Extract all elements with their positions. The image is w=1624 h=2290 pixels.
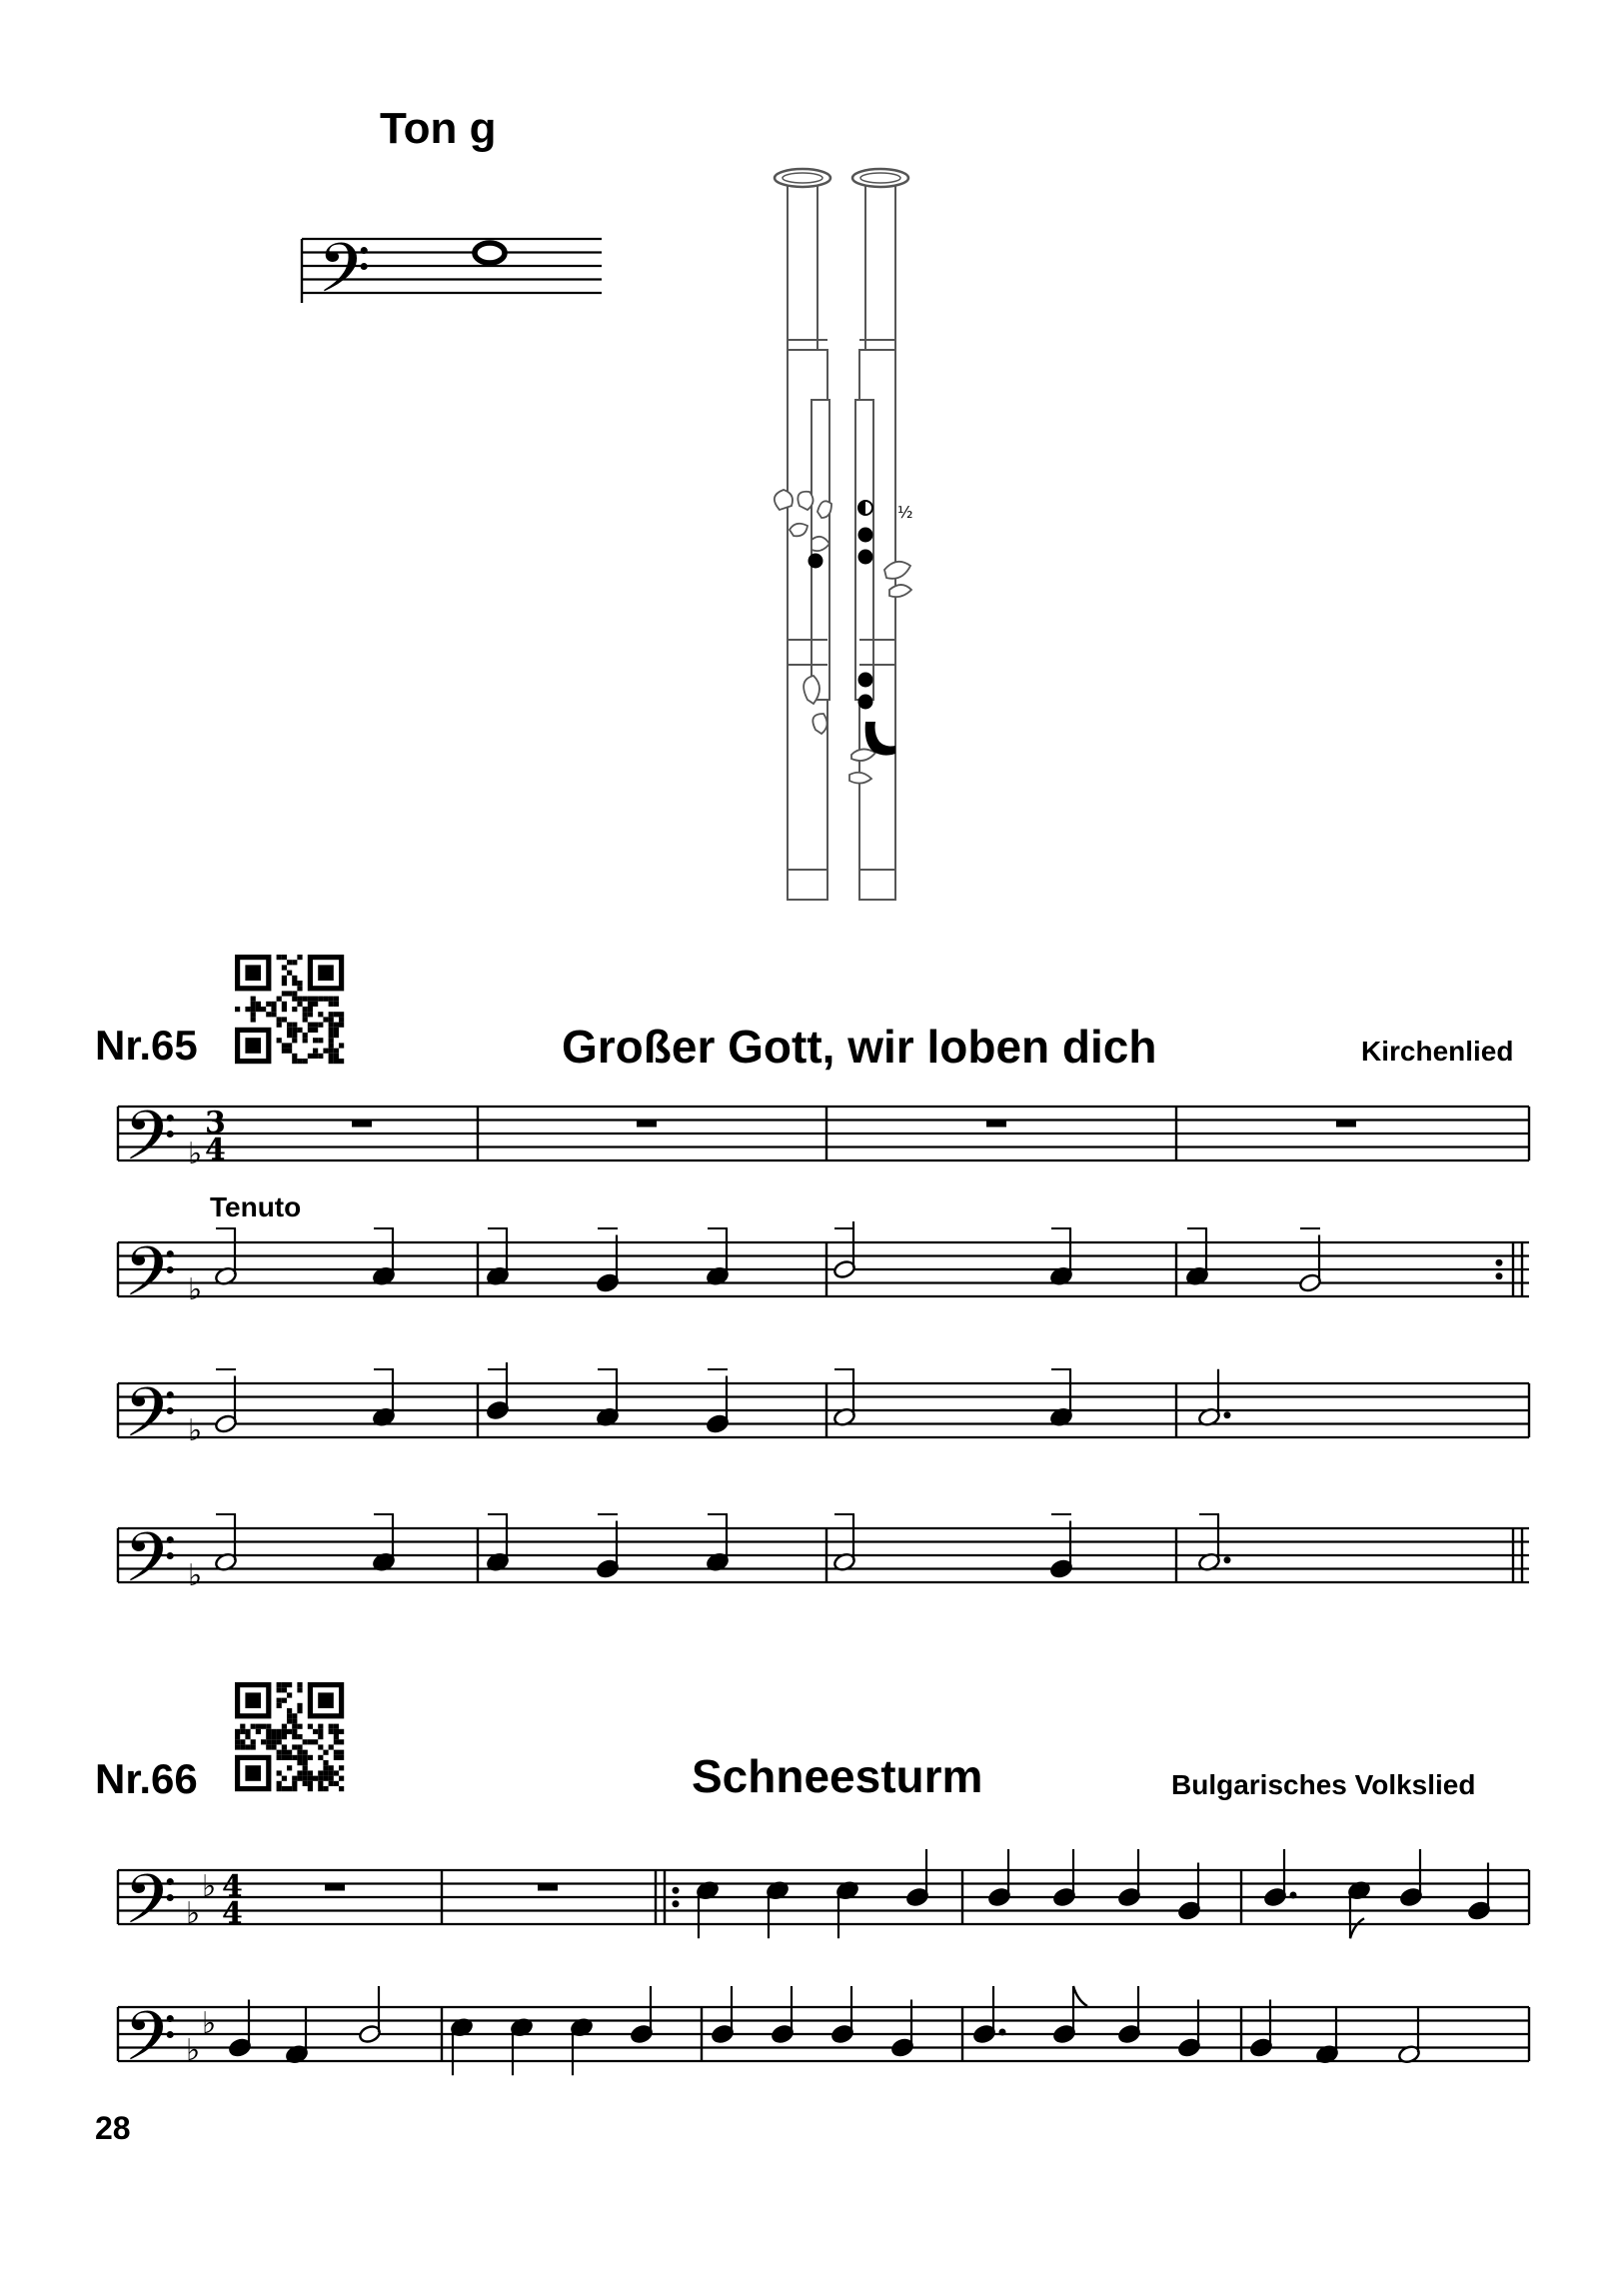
- bass-clef-icon: 𝄢: [124, 1233, 177, 1328]
- time-signature-bottom: 4: [205, 1133, 226, 1167]
- augmentation-dot: [1224, 1411, 1231, 1418]
- repeat-dot: [1496, 1272, 1503, 1279]
- time-signature-top: 4: [222, 1869, 243, 1904]
- page-number: 28: [95, 2110, 131, 2146]
- flat-icon: ♭: [186, 1895, 201, 1931]
- augmentation-dot: [999, 2029, 1006, 2036]
- staff-65-2: [118, 1221, 1529, 1328]
- augmentation-dot: [1224, 1556, 1231, 1563]
- bassoon-fingering-diagram: [775, 169, 913, 900]
- flat-icon: ♭: [188, 1271, 203, 1307]
- flat-icon: ♭: [202, 1868, 217, 1904]
- augmentation-dot: [1290, 1892, 1297, 1899]
- staff-65-4: [118, 1514, 1529, 1614]
- bassoon-bell-ring: [860, 173, 900, 183]
- bassoon-key: [775, 490, 793, 510]
- piece-origin-65: Kirchenlied: [1361, 1036, 1514, 1067]
- whole-note-g: [475, 243, 505, 263]
- flat-icon: ♭: [188, 1412, 203, 1448]
- bass-clef-icon: 𝄢: [124, 1861, 177, 1956]
- bassoon-tube: [788, 180, 817, 350]
- piece-origin-66: Bulgarisches Volkslied: [1171, 1769, 1476, 1800]
- repeat-dot: [673, 1887, 680, 1894]
- repeat-dot: [1496, 1259, 1503, 1266]
- repeat-dot: [673, 1900, 680, 1907]
- flat-icon: ♭: [186, 2032, 201, 2068]
- tone-title: Ton g: [380, 104, 497, 153]
- time-signature-top: 3: [205, 1106, 226, 1141]
- bass-clef-icon: 𝄢: [318, 230, 371, 325]
- staff-66-2: [118, 1986, 1529, 2093]
- qr-code-icon: [235, 1682, 344, 1791]
- piece-title-65: Großer Gott, wir loben dich: [562, 1021, 1157, 1073]
- whole-rest: [637, 1121, 657, 1128]
- whole-rest: [325, 1884, 345, 1891]
- bassoon-key: [798, 492, 812, 510]
- tone-staff: [302, 230, 602, 325]
- piece-number-65: Nr.65: [95, 1022, 198, 1069]
- bass-clef-icon: 𝄢: [124, 1998, 177, 2093]
- flat-icon: ♭: [188, 1557, 203, 1593]
- closed-hole: [858, 528, 873, 543]
- staff-66-1: [118, 1849, 1529, 1956]
- half-hole-label: ½: [897, 503, 913, 522]
- bass-clef-icon: 𝄢: [124, 1519, 177, 1614]
- closed-hole: [858, 550, 873, 565]
- staff-65-3: [118, 1362, 1529, 1469]
- closed-hole: [809, 554, 823, 569]
- qr-code-icon: [235, 955, 344, 1064]
- bassoon-bell-ring: [783, 173, 822, 183]
- staff-65-1: [118, 1098, 1529, 1192]
- closed-hole: [858, 673, 873, 688]
- whole-rest: [538, 1884, 558, 1891]
- bassoon-key: [889, 585, 911, 597]
- note-flag: [1350, 1918, 1364, 1938]
- bass-clef-icon: 𝄢: [124, 1374, 177, 1469]
- piece-number-66: Nr.66: [95, 1755, 198, 1802]
- note-flag: [1073, 1986, 1087, 2006]
- flat-icon: ♭: [202, 2005, 217, 2041]
- bassoon-tube: [865, 180, 895, 350]
- whole-rest: [986, 1121, 1006, 1128]
- whole-rest: [1336, 1121, 1356, 1128]
- closed-hole: [858, 695, 873, 710]
- time-signature-bottom: 4: [222, 1896, 243, 1931]
- whole-rest: [352, 1121, 372, 1128]
- bass-clef-icon: 𝄢: [124, 1098, 177, 1192]
- flat-icon: ♭: [188, 1136, 203, 1171]
- piece-title-66: Schneesturm: [692, 1750, 983, 1802]
- tenuto-annotation: Tenuto: [210, 1191, 302, 1222]
